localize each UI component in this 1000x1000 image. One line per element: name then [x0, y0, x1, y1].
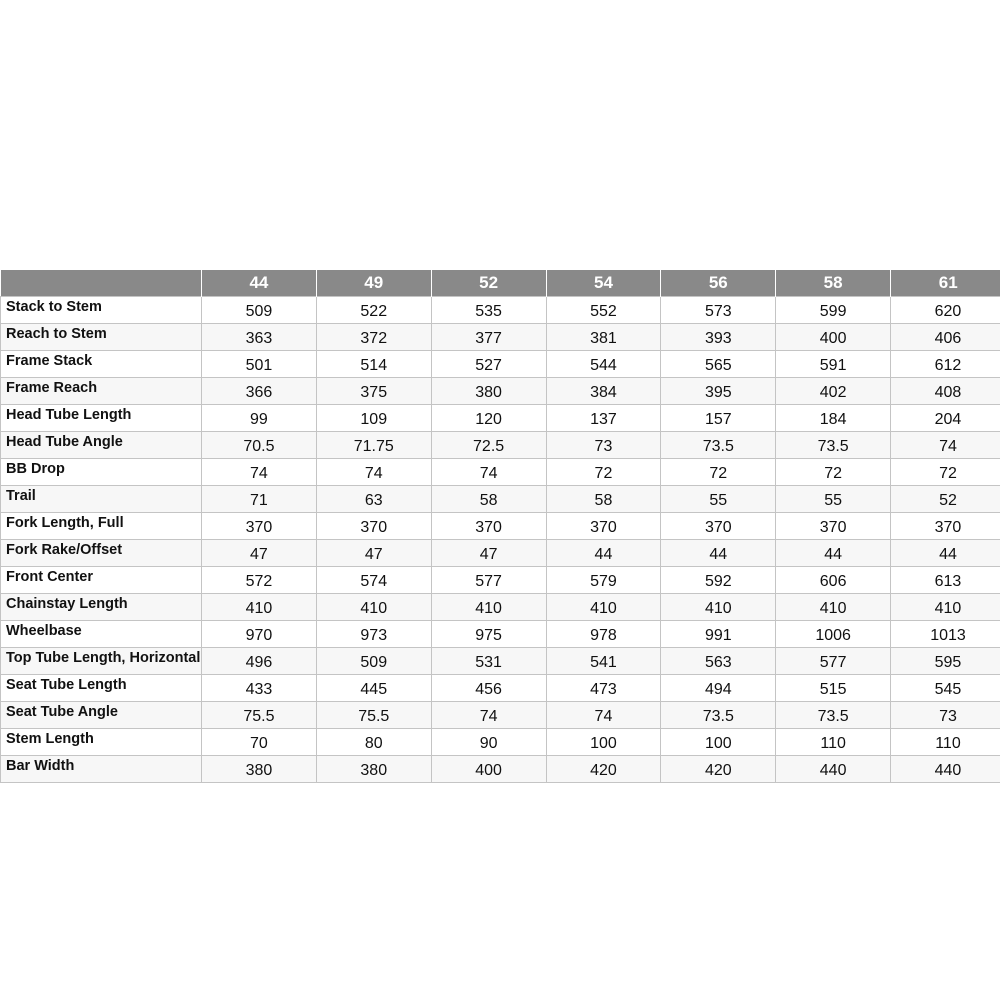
table-cell: 408 — [891, 378, 1000, 405]
table-cell: 400 — [776, 324, 891, 351]
table-cell: 410 — [431, 594, 546, 621]
table-cell: 522 — [316, 297, 431, 324]
table-cell: 55 — [776, 486, 891, 513]
table-cell: 420 — [546, 756, 661, 783]
table-row — [1, 459, 1000, 486]
table-row — [1, 297, 1000, 324]
table-cell: 577 — [431, 567, 546, 594]
table-cell: 72 — [546, 459, 661, 486]
table-cell: 58 — [431, 486, 546, 513]
table-cell: 44 — [891, 540, 1000, 567]
table-cell: 380 — [202, 756, 317, 783]
table-cell: 157 — [661, 405, 776, 432]
table-cell: 509 — [202, 297, 317, 324]
table-row — [1, 702, 1000, 729]
table-cell: 572 — [202, 567, 317, 594]
table-cell: 527 — [431, 351, 546, 378]
table-cell: 52 — [891, 486, 1000, 513]
table-cell: 80 — [316, 729, 431, 756]
table-cell: 110 — [891, 729, 1000, 756]
table-cell: 991 — [661, 621, 776, 648]
table-cell: 72 — [661, 459, 776, 486]
table-row — [1, 432, 1000, 459]
header-corner-cell — [1, 270, 202, 297]
table-cell: 370 — [661, 513, 776, 540]
row-label: Chainstay Length — [1, 594, 202, 621]
table-row — [1, 567, 1000, 594]
table-cell: 1013 — [891, 621, 1000, 648]
table-cell: 100 — [661, 729, 776, 756]
table-cell: 370 — [431, 513, 546, 540]
row-label: BB Drop — [1, 459, 202, 486]
table-cell: 184 — [776, 405, 891, 432]
table-cell: 377 — [431, 324, 546, 351]
table-cell: 370 — [316, 513, 431, 540]
size-header-54: 54 — [546, 270, 661, 297]
table-cell: 544 — [546, 351, 661, 378]
table-cell: 552 — [546, 297, 661, 324]
table-cell: 58 — [546, 486, 661, 513]
table-cell: 47 — [316, 540, 431, 567]
table-cell: 410 — [316, 594, 431, 621]
table-header — [1, 270, 1000, 297]
size-header-44: 44 — [202, 270, 317, 297]
table-cell: 978 — [546, 621, 661, 648]
row-label: Trail — [1, 486, 202, 513]
geometry-table — [0, 270, 1000, 783]
table-cell: 612 — [891, 351, 1000, 378]
table-row — [1, 675, 1000, 702]
table-cell: 563 — [661, 648, 776, 675]
row-label: Wheelbase — [1, 621, 202, 648]
table-cell: 370 — [891, 513, 1000, 540]
table-cell: 395 — [661, 378, 776, 405]
size-header-61: 61 — [891, 270, 1000, 297]
table-cell: 72.5 — [431, 432, 546, 459]
table-cell: 366 — [202, 378, 317, 405]
table-cell: 515 — [776, 675, 891, 702]
table-row — [1, 324, 1000, 351]
table-cell: 73.5 — [776, 432, 891, 459]
table-cell: 55 — [661, 486, 776, 513]
size-header-58: 58 — [776, 270, 891, 297]
row-label: Seat Tube Angle — [1, 702, 202, 729]
table-cell: 535 — [431, 297, 546, 324]
table-row — [1, 513, 1000, 540]
table-cell: 70 — [202, 729, 317, 756]
size-header-49: 49 — [316, 270, 431, 297]
table-cell: 72 — [891, 459, 1000, 486]
row-label: Reach to Stem — [1, 324, 202, 351]
table-row — [1, 756, 1000, 783]
table-cell: 73.5 — [661, 702, 776, 729]
row-label: Head Tube Length — [1, 405, 202, 432]
table-cell: 74 — [202, 459, 317, 486]
size-header-52: 52 — [431, 270, 546, 297]
table-row — [1, 621, 1000, 648]
table-row — [1, 540, 1000, 567]
size-header-56: 56 — [661, 270, 776, 297]
table-cell: 384 — [546, 378, 661, 405]
table-cell: 402 — [776, 378, 891, 405]
table-cell: 70.5 — [202, 432, 317, 459]
table-cell: 591 — [776, 351, 891, 378]
table-cell: 975 — [431, 621, 546, 648]
table-cell: 71 — [202, 486, 317, 513]
table-cell: 410 — [891, 594, 1000, 621]
table-cell: 456 — [431, 675, 546, 702]
table-cell: 606 — [776, 567, 891, 594]
table-cell: 445 — [316, 675, 431, 702]
table-row — [1, 648, 1000, 675]
table-cell: 73.5 — [776, 702, 891, 729]
row-label: Top Tube Length, Horizontal — [1, 648, 202, 675]
table-cell: 599 — [776, 297, 891, 324]
table-cell: 370 — [546, 513, 661, 540]
row-label: Bar Width — [1, 756, 202, 783]
table-cell: 509 — [316, 648, 431, 675]
table-cell: 75.5 — [316, 702, 431, 729]
table-cell: 410 — [202, 594, 317, 621]
row-label: Stack to Stem — [1, 297, 202, 324]
table-cell: 99 — [202, 405, 317, 432]
table-cell: 473 — [546, 675, 661, 702]
table-cell: 73 — [891, 702, 1000, 729]
table-cell: 363 — [202, 324, 317, 351]
table-cell: 410 — [776, 594, 891, 621]
row-label: Stem Length — [1, 729, 202, 756]
table-cell: 44 — [546, 540, 661, 567]
table-cell: 565 — [661, 351, 776, 378]
row-label: Front Center — [1, 567, 202, 594]
table-cell: 72 — [776, 459, 891, 486]
row-label: Head Tube Angle — [1, 432, 202, 459]
table-cell: 47 — [202, 540, 317, 567]
table-cell: 433 — [202, 675, 317, 702]
table-cell: 381 — [546, 324, 661, 351]
table-cell: 120 — [431, 405, 546, 432]
table-cell: 514 — [316, 351, 431, 378]
table-cell: 63 — [316, 486, 431, 513]
table-cell: 370 — [202, 513, 317, 540]
table-cell: 501 — [202, 351, 317, 378]
table-cell: 74 — [431, 702, 546, 729]
table-row — [1, 351, 1000, 378]
table-cell: 44 — [661, 540, 776, 567]
table-cell: 71.75 — [316, 432, 431, 459]
table-row — [1, 594, 1000, 621]
table-cell: 440 — [891, 756, 1000, 783]
table-cell: 100 — [546, 729, 661, 756]
table-row — [1, 729, 1000, 756]
table-cell: 595 — [891, 648, 1000, 675]
table-cell: 574 — [316, 567, 431, 594]
table-cell: 410 — [661, 594, 776, 621]
table-row — [1, 486, 1000, 513]
table-cell: 541 — [546, 648, 661, 675]
table-cell: 75.5 — [202, 702, 317, 729]
table-cell: 400 — [431, 756, 546, 783]
table-cell: 109 — [316, 405, 431, 432]
table-cell: 579 — [546, 567, 661, 594]
table-cell: 393 — [661, 324, 776, 351]
table-cell: 110 — [776, 729, 891, 756]
table-cell: 73.5 — [661, 432, 776, 459]
table-cell: 375 — [316, 378, 431, 405]
table-cell: 440 — [776, 756, 891, 783]
table-cell: 74 — [546, 702, 661, 729]
header-row — [1, 270, 1000, 297]
row-label: Fork Rake/Offset — [1, 540, 202, 567]
table-cell: 531 — [431, 648, 546, 675]
table-cell: 204 — [891, 405, 1000, 432]
table-cell: 372 — [316, 324, 431, 351]
table-cell: 73 — [546, 432, 661, 459]
table-cell: 577 — [776, 648, 891, 675]
table-cell: 370 — [776, 513, 891, 540]
table-cell: 74 — [891, 432, 1000, 459]
table-cell: 44 — [776, 540, 891, 567]
table-cell: 74 — [431, 459, 546, 486]
table-row — [1, 405, 1000, 432]
table-cell: 620 — [891, 297, 1000, 324]
table-cell: 496 — [202, 648, 317, 675]
table-cell: 74 — [316, 459, 431, 486]
table-cell: 573 — [661, 297, 776, 324]
table-cell: 380 — [316, 756, 431, 783]
table-cell: 137 — [546, 405, 661, 432]
table-cell: 380 — [431, 378, 546, 405]
row-label: Frame Reach — [1, 378, 202, 405]
table-cell: 1006 — [776, 621, 891, 648]
table-cell: 420 — [661, 756, 776, 783]
table-cell: 970 — [202, 621, 317, 648]
table-cell: 47 — [431, 540, 546, 567]
table-row — [1, 378, 1000, 405]
table-cell: 973 — [316, 621, 431, 648]
table-cell: 494 — [661, 675, 776, 702]
table-cell: 406 — [891, 324, 1000, 351]
table-cell: 592 — [661, 567, 776, 594]
table-cell: 613 — [891, 567, 1000, 594]
table-cell: 90 — [431, 729, 546, 756]
table-cell: 545 — [891, 675, 1000, 702]
table-body — [1, 297, 1000, 783]
row-label: Fork Length, Full — [1, 513, 202, 540]
row-label: Seat Tube Length — [1, 675, 202, 702]
table-cell: 410 — [546, 594, 661, 621]
row-label: Frame Stack — [1, 351, 202, 378]
